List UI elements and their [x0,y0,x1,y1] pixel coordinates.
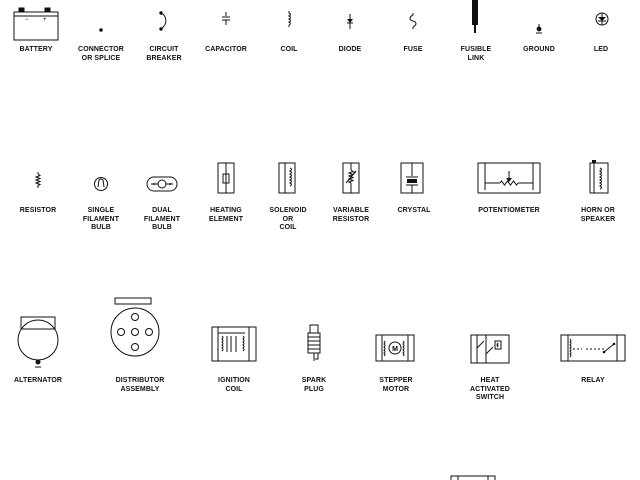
label-fusible-link: FUSIBLE LINK [460,46,492,62]
battery-icon [14,8,58,40]
alternator-icon [18,317,58,367]
label-coil: COIL [280,46,298,53]
label-relay: RELAY [581,377,605,384]
fuse-icon [410,13,416,29]
label-fuse: FUSE [403,46,423,53]
horn-speaker-icon [590,160,608,193]
label-diode: DIODE [338,46,362,53]
potentiometer-icon [478,163,540,193]
label-dual-filament-bulb: DUAL FILAMENT BULB [143,207,181,231]
label-spark-plug: SPARK PLUG [301,377,327,393]
label-crystal: CRYSTAL [397,207,431,214]
led-icon [596,13,608,25]
relay-icon [561,335,625,361]
label-circuit-breaker: CIRCUIT BREAKER [146,46,182,62]
partial-box-icon [451,476,495,480]
label-heating-element: HEATING ELEMENT [208,207,244,223]
battery-minus-mark: − [25,17,29,23]
label-ignition-coil: IGNITION COIL [218,377,250,393]
connector-dot-icon [99,28,103,32]
dual-filament-bulb-icon [147,177,177,191]
label-ground: GROUND [523,46,555,53]
coil-icon [289,11,291,27]
diode-icon [347,14,353,29]
label-resistor: RESISTOR [19,207,57,214]
fusible-link-icon [472,0,478,33]
label-stepper-motor: STEPPER MOTOR [379,377,413,393]
label-single-filament-bulb: SINGLE FILAMENT BULB [82,207,120,231]
ignition-coil-icon [212,327,256,361]
label-solenoid: SOLENOID OR COIL [269,207,307,231]
capacitor-icon [222,12,230,25]
label-distributor: DISTRIBUTOR ASSEMBLY [115,377,165,393]
label-potentiometer: POTENTIOMETER [478,207,540,214]
label-horn-speaker: HORN OR SPEAKER [580,207,616,223]
label-connector: CONNECTOR OR SPLICE [78,46,124,62]
battery-plus-mark: + [43,17,47,23]
heating-element-icon [218,163,234,193]
label-led: LED [593,46,609,53]
stepper-letter: M [392,346,398,353]
single-filament-bulb-icon [95,178,108,191]
circuit-breaker-icon [160,12,166,30]
resistor-icon [36,172,40,188]
solenoid-icon [279,163,295,193]
spark-plug-icon [308,325,320,361]
label-alternator: ALTERNATOR [13,377,63,384]
stepper-motor-icon [376,335,414,361]
label-battery: BATTERY [19,46,53,53]
label-capacitor: CAPACITOR [205,46,247,53]
variable-resistor-icon [343,163,359,193]
ground-icon [536,24,542,33]
label-variable-resistor: VARIABLE RESISTOR [332,207,370,223]
label-heat-activated-switch: HEAT ACTIVATED SWITCH [470,377,510,401]
heat-activated-switch-icon [471,335,509,363]
crystal-icon [401,163,423,193]
distributor-icon [111,298,159,356]
